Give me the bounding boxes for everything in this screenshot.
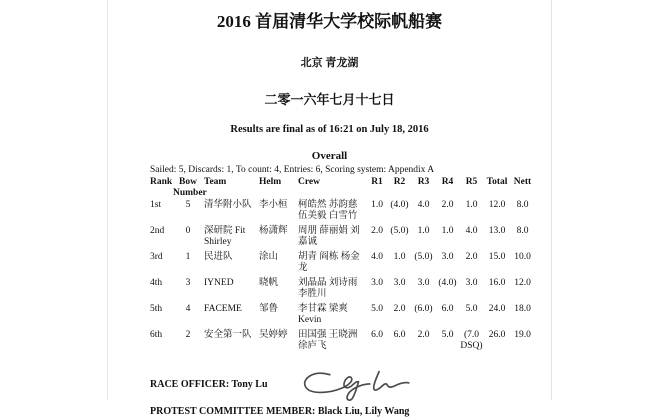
table-row <box>150 199 535 225</box>
cell-r5: 1.0 <box>465 200 478 210</box>
column-header-r3: R3 <box>417 177 430 187</box>
results-page <box>107 0 552 417</box>
cell-rank: 4th <box>150 278 163 288</box>
cell-team: 深研院 Fit Shirley <box>204 226 246 247</box>
cell-nett: 12.0 <box>514 278 531 288</box>
cell-r4: (4.0) <box>438 278 457 288</box>
cell-helm: 杨潇辉 <box>259 226 288 236</box>
race-officer-line: RACE OFFICER: Tony Lu <box>150 379 268 390</box>
cell-helm: 吴婷婷 <box>259 330 288 340</box>
results-table-body <box>150 199 535 355</box>
venue-line: 北京 青龙湖 <box>300 57 359 69</box>
cell-crew: 柯皓然 苏韵慈 伍美毅 白雪竹 <box>298 200 358 221</box>
cell-helm: 晓帆 <box>259 278 279 288</box>
cell-r5: 3.0 <box>465 278 478 288</box>
cell-rank: 6th <box>150 330 163 340</box>
column-header-r4: R4 <box>441 177 454 187</box>
cell-r1: 1.0 <box>371 200 383 210</box>
cell-r1: 5.0 <box>371 304 383 314</box>
cell-crew: 李甘霖 梁爽 Kevin <box>298 304 348 325</box>
page-title: 2016 首届清华大学校际帆船赛 <box>216 12 443 31</box>
cell-r2: 2.0 <box>393 304 406 314</box>
cell-r3: 4.0 <box>417 200 430 210</box>
finality-note: Results are final as of 16:21 on July 18, 2016 <box>230 124 429 135</box>
cell-bow: 1 <box>185 252 191 262</box>
cell-r1: 4.0 <box>371 252 383 262</box>
cell-r1: 2.0 <box>371 226 383 236</box>
cell-r1: 3.0 <box>371 278 383 288</box>
cell-total: 26.0 <box>488 330 506 340</box>
cell-bow: 4 <box>185 304 191 314</box>
cell-r3: (6.0) <box>414 304 433 314</box>
cell-r4: 5.0 <box>441 330 454 340</box>
cell-r2: 6.0 <box>393 330 406 340</box>
cell-total: 24.0 <box>488 304 506 314</box>
cell-r2: 1.0 <box>393 252 406 262</box>
column-header-total: Total <box>486 177 508 187</box>
cell-r3: 2.0 <box>417 330 430 340</box>
cell-r3: (5.0) <box>414 252 433 262</box>
cell-r5: 5.0 <box>465 304 478 314</box>
column-header-helm: Helm <box>259 177 282 187</box>
cell-crew: 田国强 王晓洲 徐庐飞 <box>298 330 358 351</box>
cell-helm: 涂山 <box>259 252 279 262</box>
cell-r1: 6.0 <box>371 330 383 340</box>
cell-crew: 刘晶晶 刘诗雨 李胜川 <box>298 278 358 299</box>
cell-nett: 8.0 <box>516 226 529 236</box>
table-row <box>150 277 535 303</box>
cell-bow: 2 <box>185 330 191 340</box>
cell-r2: (4.0) <box>390 200 409 210</box>
cell-nett: 10.0 <box>514 252 531 262</box>
cell-rank: 2nd <box>150 226 165 236</box>
cell-r4: 3.0 <box>441 252 454 262</box>
column-header-nett: Nett <box>513 177 532 187</box>
cell-r3: 3.0 <box>417 278 430 288</box>
section-title-overall: Overall <box>311 150 348 162</box>
cell-r5: 4.0 <box>465 226 478 236</box>
table-row <box>150 329 535 355</box>
table-row <box>150 225 535 251</box>
cell-r5: (7.0 DSQ) <box>460 330 483 351</box>
table-header-row <box>150 177 535 199</box>
cell-crew: 周朋 薛丽娟 刘嘉诚 <box>298 226 360 247</box>
cell-rank: 5th <box>150 304 163 314</box>
cell-nett: 8.0 <box>516 200 529 210</box>
cell-total: 12.0 <box>488 200 506 210</box>
cell-team: 清华附小队 <box>204 200 252 210</box>
cell-crew: 胡青 阎栋 杨金龙 <box>298 252 360 273</box>
column-header-r2: R2 <box>393 177 406 187</box>
date-line: 二零一六年七月十七日 <box>264 92 395 107</box>
cell-r4: 2.0 <box>441 200 454 210</box>
footer-block <box>150 379 509 417</box>
cell-rank: 1st <box>150 200 162 210</box>
results-table <box>150 177 535 355</box>
cell-total: 15.0 <box>488 252 506 262</box>
protest-committee-line: PROTEST COMMITTEE MEMBER: Black Liu, Lily Wang <box>150 406 410 417</box>
results-content <box>108 165 551 417</box>
table-row <box>150 303 535 329</box>
cell-bow: 5 <box>185 200 191 210</box>
cell-team: FACEME <box>204 304 242 314</box>
column-header-crew: Crew <box>298 177 320 187</box>
column-header-bow: Bow Number <box>173 177 207 198</box>
cell-rank: 3rd <box>150 252 163 262</box>
cell-nett: 19.0 <box>514 330 531 340</box>
cell-helm: 李小桓 <box>259 200 288 210</box>
column-header-r1: R1 <box>371 177 383 187</box>
signature-image <box>298 364 416 408</box>
cell-team: 安全第一队 <box>204 330 252 340</box>
cell-r2: (5.0) <box>390 226 409 236</box>
column-header-team: Team <box>204 177 227 187</box>
column-header-rank: Rank <box>150 177 173 187</box>
cell-team: 民进队 <box>204 252 233 262</box>
cell-team: IYNED <box>204 278 234 288</box>
cell-r3: 1.0 <box>417 226 430 236</box>
cell-r2: 3.0 <box>393 278 406 288</box>
cell-bow: 0 <box>185 226 191 236</box>
cell-total: 16.0 <box>488 278 506 288</box>
cell-nett: 18.0 <box>514 304 531 314</box>
cell-r4: 1.0 <box>441 226 454 236</box>
cell-r4: 6.0 <box>441 304 454 314</box>
cell-total: 13.0 <box>488 226 506 236</box>
cell-helm: 邹鲁 <box>259 304 279 314</box>
column-header-r5: R5 <box>465 177 478 187</box>
results-table-head <box>150 177 535 199</box>
table-row <box>150 251 535 277</box>
cell-r5: 2.0 <box>465 252 478 262</box>
series-summary: Sailed: 5, Discards: 1, To count: 4, Entries: 6, Scoring system: Appendix A <box>150 165 435 175</box>
cell-bow: 3 <box>185 278 191 288</box>
